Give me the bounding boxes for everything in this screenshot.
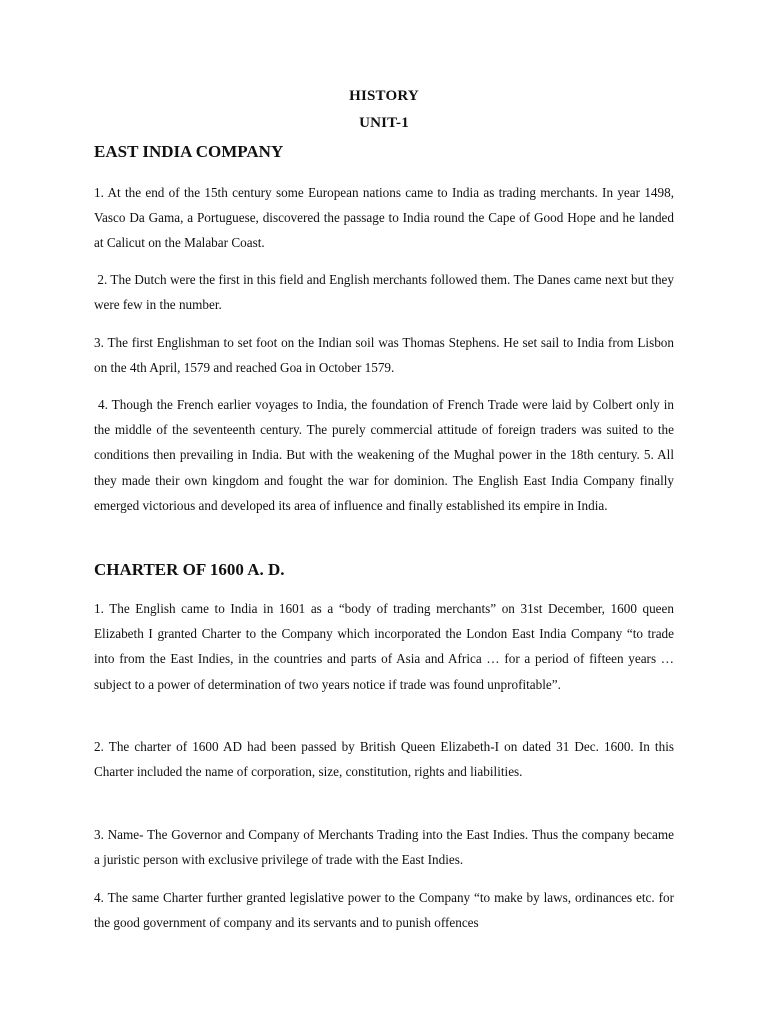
document-subtitle: UNIT-1 [359,115,409,131]
paragraph: 2. The charter of 1600 AD had been passed by British Queen Elizabeth-I on dated 31 Dec. 1600. In this Charter included the name of corporation, size, constitution, rights and liabilities. [94,739,674,780]
paragraph: 1. The English came to India in 1601 as a “body of trading merchants” on 31st December, 1600 queen Elizabeth I granted Charter to the Company which incorporated the London East India Company “to trade into from the East Indies, in the countries and parts of Asia and Africa … for a period of fifteen years … subject to a power of determination of two years notice if trade was found unprofitable”. [94,601,674,692]
paragraph: 1. At the end of the 15th century some European nations came to India as trading merchants. In year 1498, Vasco Da Gama, a Portuguese, discovered the passage to India round the Cape of Good Hope and he landed at Calicut on the Malabar Coast. [94,185,674,251]
section-heading-charter-1600: CHARTER OF 1600 A. D. [94,560,285,579]
paragraph: 4. The same Charter further granted legislative power to the Company “to make by laws, ordinances etc. for the good government of company and its servants and to punish offences [94,890,674,931]
paragraph: 3. The first Englishman to set foot on the Indian soil was Thomas Stephens. He set sail to India from Lisbon on the 4th April, 1579 and reached Goa in October 1579. [94,335,674,376]
paragraph: 4. Though the French earlier voyages to India, the foundation of French Trade were laid by Colbert only in the middle of the seventeenth century. The purely commercial attitude of foreign traders was suited to the conditions then prevailing in India. But with the weakening of the Mughal power in the 18th century. 5. All they made their own kingdom and fought the war for dominion. The English East India Company finally emerged victorious and developed its area of influence and finally established its empire in India. [94,397,674,513]
section-heading-east-india-company: EAST INDIA COMPANY [94,142,284,161]
document-title: HISTORY [349,88,419,104]
paragraph: 3. Name- The Governor and Company of Merchants Trading into the East Indies. Thus the company became a juristic person with exclusive privilege of trade with the East Indies. [94,827,674,868]
paragraph: 2. The Dutch were the first in this field and English merchants followed them. The Danes came next but they were few in the number. [94,272,674,313]
